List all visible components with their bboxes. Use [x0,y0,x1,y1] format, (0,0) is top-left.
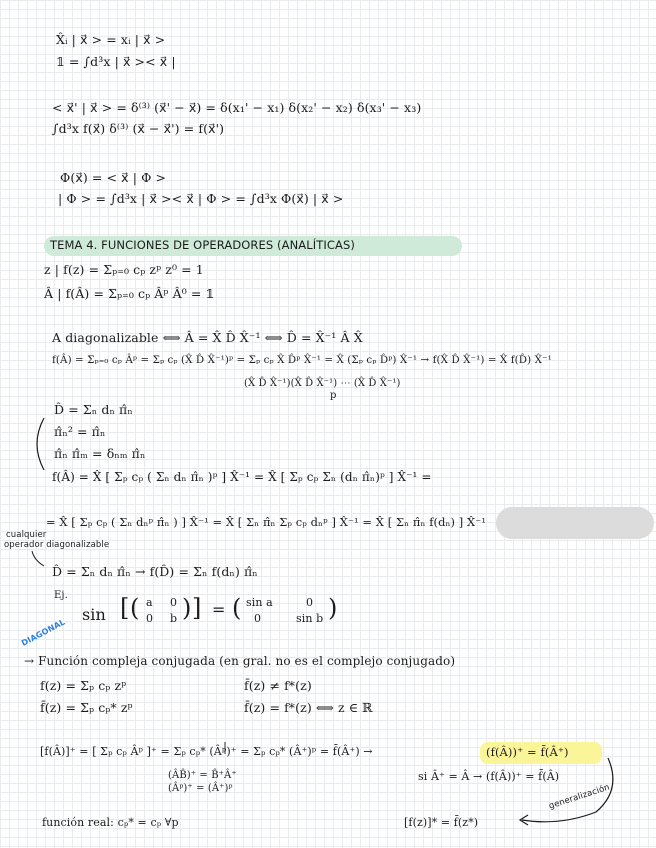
wavefunction-definition: Φ(x⃗) = < x⃗ | Φ > [60,170,167,185]
outer-bracket-right: ] [192,594,202,622]
matrix-a: a [146,596,153,609]
result-sin-a: sin a [246,596,273,609]
projector-idempotent: π̂ₙ² = π̂ₙ [54,424,106,439]
matrix-b: b [170,612,178,625]
generalization-arrow [522,758,613,822]
result-zero-2: 0 [254,612,262,625]
diagonal-tag: DIAGONAL [20,617,67,648]
adjoint-power-rule: (Âᵖ)⁺ = (Â⁺)ᵖ [168,783,233,794]
function-expansion-line2: = X̂ [ Σₚ cₚ ( Σₙ dₙᵖ π̂ₙ ) ] X̂⁻¹ = X̂ [ Σₙ π̂ₙ Σₚ cₚ dₙᵖ ] X̂⁻¹ = X̂ [ Σₙ π̂ₙ f(dₙ) ] X̂⁻¹ [46,515,487,529]
equals-sign: = [212,600,226,619]
position-eigen-equation: X̂ᵢ | x⃗ > = xᵢ | x⃗ > [56,32,166,47]
diagonal-function-rule: D̂ = Σₙ dₙ π̂ₙ → f(D̂) = Σₙ f(dₙ) π̂ₙ [52,564,258,579]
hermitian-case: si Â⁺ = Â → (f(Â))⁺ = f̄(Â) [418,770,560,783]
product-count-label: p [330,390,337,401]
operator-power-series: Â | f(Â) = Σₚ₌₀ cₚ Âᵖ Â⁰ = 𝟙 [44,286,215,301]
side-note-operator: operador diagonalizable [4,540,110,550]
side-note-any: cualquier [6,530,47,540]
example-label: Ej. [54,590,68,601]
operator-function-derivation: f(Â) = Σₚ₌₀ cₚ Âᵖ = Σₚ cₚ (X̂ D̂ X̂⁻¹)ᵖ = Σₚ cₚ X̂ D̂ᵖ X̂⁻¹ = X̂ (Σₚ cₚ D̂ᵖ) X̂⁻¹ → f(X̂ D̂ X̂⁻¹) = X̂ f(D̂) X̂⁻¹ [52,354,552,366]
generalization-formula: [f(z)]* = f̄(z*) [404,816,479,829]
result-paren-right: ) [328,594,338,622]
spectral-decomposition: D̂ = Σₙ dₙ π̂ₙ [54,402,133,417]
conjugate-function-series: f̄(z) = Σₚ cₚ* zᵖ [40,700,133,715]
inner-paren-left: ( [130,594,140,622]
function-series: f(z) = Σₚ cₚ zᵖ [40,678,127,693]
brace-bracket [37,418,44,470]
matrix-zero-2: 0 [146,612,154,625]
conjugate-function-heading: → Función compleja conjugada (en gral. no es el complejo conjugado) [24,654,456,668]
product-expansion-note: (X̂ D̂ X̂⁻¹)(X̂ D̂ X̂⁻¹) ⋯ (X̂ D̂ X̂⁻¹) [244,378,401,389]
adjoint-product-rule: (ÂB̂)⁺ = B̂⁺Â⁺ [168,770,237,781]
delta-integral-property: ∫d³x f(x⃗) δ⁽³⁾ (x⃗ − x⃗') = f(x⃗') [52,121,225,136]
result-sin-b: sin b [296,612,324,625]
scalar-power-series: z | f(z) = Σₚ₌₀ cₚ zᵖ z⁰ = 1 [44,262,204,277]
adjoint-derivation: [f(Â)]⁺ = [ Σₚ cₚ Âᵖ ]⁺ = Σₚ cₚ* (Âᵖ)⁺ = Σₚ cₚ* (Â⁺)ᵖ = f̄(Â⁺) → [40,745,373,758]
matrix-zero-1: 0 [170,596,178,609]
side-note-pointer [32,551,44,566]
orthogonality-delta: < x⃗' | x⃗ > = δ⁽³⁾ (x⃗' − x⃗) = δ(x₁' − x₁) δ(x₂' − x₂) δ(x₃' − x₃) [52,100,422,115]
generalization-label: generalización [547,782,612,812]
real-function-condition: función real: cₚ* = cₚ ∀p [42,816,179,829]
conjugate-inequality: f̄(z) ≠ f*(z) [244,678,312,693]
conjugate-real-condition: f̄(z) = f*(z) ⟺ z ∈ ℝ [244,700,373,715]
projector-orthogonality: π̂ₙ π̂ₘ = δₙₘ π̂ₙ [54,446,146,461]
sine-label: sin [82,605,106,624]
result-zero-1: 0 [306,596,314,609]
result-paren-left: ( [232,594,242,622]
completeness-relation: 𝟙 = ∫d³x | x⃗ >< x⃗ | [56,54,176,69]
diagonalizable-definition: A diagonalizable ⟺ Â = X̂ D̂ X̂⁻¹ ⟺ D̂ = X̂⁻¹ Â X̂ [52,330,363,345]
state-expansion: | Φ > = ∫d³x | x⃗ >< x⃗ | Φ > = ∫d³x Φ(x⃗) | x⃗ > [58,191,344,206]
outer-bracket-left: [ [120,594,130,622]
inner-paren-right: ) [182,594,192,622]
section-heading: TEMA 4. FUNCIONES DE OPERADORES (ANALÍTICAS) [50,238,355,252]
function-expansion-line1: f(Â) = X̂ [ Σₚ cₚ ( Σₙ dₙ π̂ₙ )ᵖ ] X̂⁻¹ = X̂ [ Σₚ cₚ Σₙ (dₙ π̂ₙ)ᵖ ] X̂⁻¹ = [52,470,432,484]
adjoint-result: (f(Â))⁺ = f̄(Â⁺) [486,745,569,759]
